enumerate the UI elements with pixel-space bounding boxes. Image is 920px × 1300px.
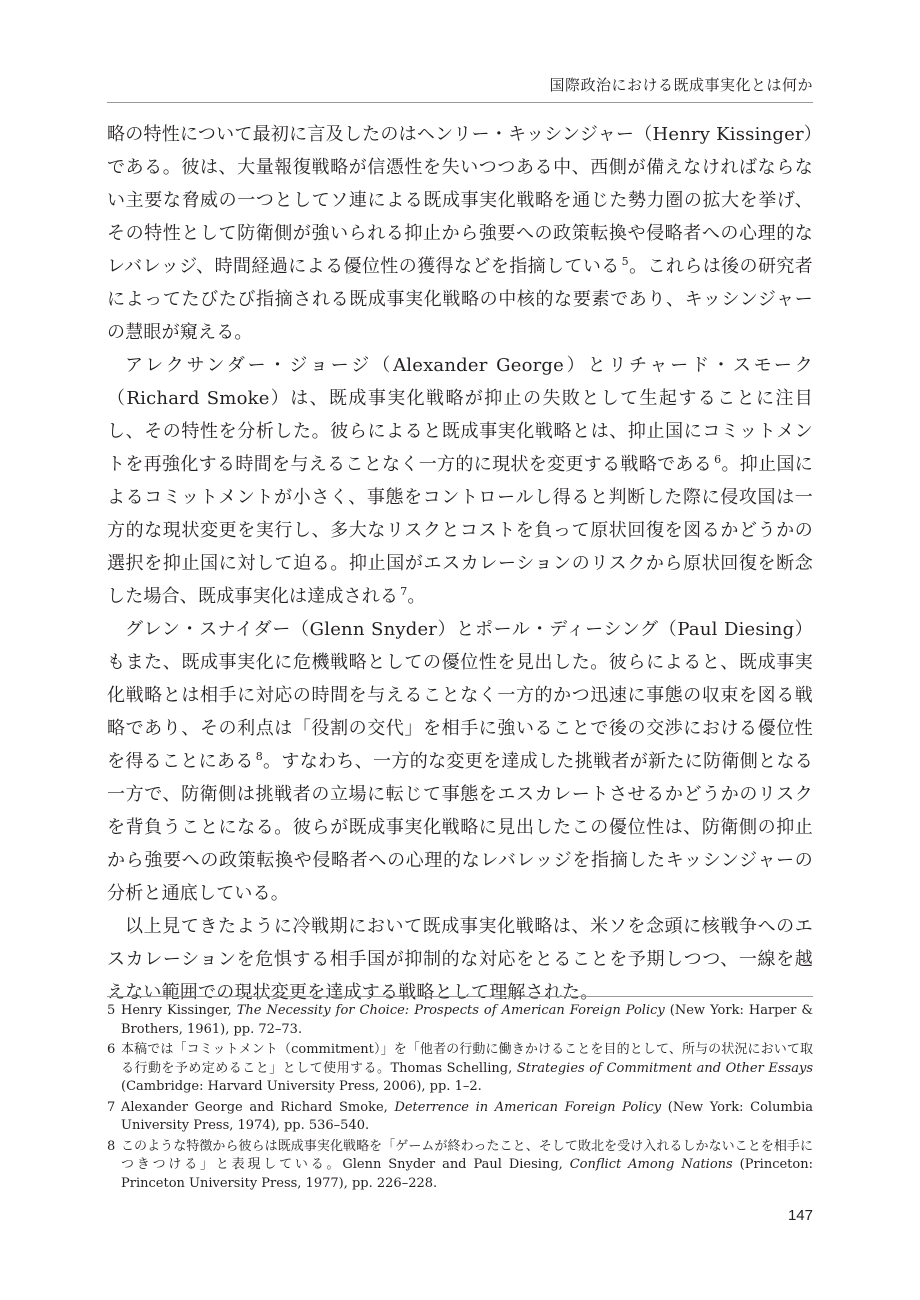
footnote-7 xyxy=(107,1099,813,1136)
footnote-5 xyxy=(107,1002,813,1039)
footnote-text xyxy=(121,1002,813,1039)
footnote-pre: Alexander George and Richard Smoke, xyxy=(121,1099,395,1115)
footnote-number: 6 xyxy=(107,1042,116,1057)
footnote-8 xyxy=(107,1138,813,1194)
footnote-post: (New York: Harper & Brothers, 1961), pp. 72–73. xyxy=(121,1003,814,1037)
paragraph-1-tail: 。これらは後の研究者によってたびたび指摘される既成事実化戦略の中核的な要素であり、キッシンジャーの慧眼が窺える。 xyxy=(107,256,814,343)
paragraph-3-tail: 。すなわち、一方的な変更を達成した挑戦者が新たに防衛側となる一方で、防衛側は挑戦者の立場に転じて事態をエスカレートさせるかどうかのリスクを背負うことになる。彼らが既成事実化戦略に見出したこの優位性は、防衛側の抑止から強要への政策転換や侵略者への心理的なレバレッジを指摘したキッシンジャーの分析と通底している。 xyxy=(107,751,813,904)
footnote-number: 7 xyxy=(107,1099,116,1115)
paragraph-2 xyxy=(107,349,813,613)
footnote-pre: Henry Kissinger, xyxy=(121,1003,237,1018)
paragraph-3-text: グレン・スナイダー（Glenn Snyder）とポール・ディーシング（Paul Diesing）もまた、既成事実化に危機戦略としての優位性を見出した。彼らによると、既成事実化戦略とは相手に対応の時間を与えることなく一方的かつ迅速に事態の収束を図る戦略であり、その利点は「役割の交代」を相手に強いることで後の交渉における優位性を得ることにある xyxy=(107,619,813,772)
footnote-pre: このような特徴から彼らは既成事実化戦略を「ゲームが終わったこと、そして敗北を受け入れるしかないことを相手につきつける」と表現している。Glenn Snyder and Paul Diesing, xyxy=(121,1138,813,1172)
footnote-title: The Necessity for Choice: Prospects of American Foreign Policy xyxy=(236,1003,665,1018)
page-number: 147 xyxy=(787,1207,813,1224)
footnote-post: (New York: Columbia University Press, 1974), pp. 536–540. xyxy=(121,1099,813,1133)
footnote-ref-6[interactable]: 6 xyxy=(714,453,722,466)
paragraph-2-tail: 。 xyxy=(407,586,426,607)
footnote-text xyxy=(121,1099,813,1136)
paragraph-4-text: 以上見てきたように冷戦期において既成事実化戦略は、米ソを念頭に核戦争へのエスカレーションを危惧する相手国が抑制的な対応をとることを予期しつつ、一線を越えない範囲での現状変更を達成する戦略として理解された。 xyxy=(107,916,813,1003)
footnote-post: (Princeton: Princeton University Press, 1977), pp. 226–228. xyxy=(121,1157,813,1191)
body-text xyxy=(107,118,813,1009)
footnote-text xyxy=(121,1138,813,1194)
paragraph-2-text: アレクサンダー・ジョージ（Alexander George）とリチャード・スモーク（Richard Smoke）は、既成事実化戦略が抑止の失敗として生起することに注目し、その特性を分析した。彼らによると既成事実化戦略とは、抑止国にコミットメントを再強化する時間を与えることなく一方的に現状を変更する戦略である xyxy=(107,355,813,475)
footnotes xyxy=(107,1002,813,1195)
footnote-ref-8[interactable]: 8 xyxy=(255,750,263,763)
footnote-pre: 本稿では「コミットメント（commitment）」を「他者の行動に働きかけることを目的として、所与の状況において取る行動を予め定めること」として使用する。Thomas Schelling, xyxy=(121,1042,813,1076)
running-header: 国際政治における既成事実化とは何か xyxy=(549,76,813,94)
footnote-title: Conflict Among Nations xyxy=(569,1157,733,1172)
footnote-number: 8 xyxy=(107,1138,116,1154)
paragraph-1 xyxy=(107,118,813,349)
footnote-text xyxy=(121,1041,813,1097)
footnote-ref-7[interactable]: 7 xyxy=(400,585,408,598)
footnote-6 xyxy=(107,1041,813,1097)
footnote-title: Deterrence in American Foreign Policy xyxy=(394,1099,662,1115)
paragraph-4 xyxy=(107,910,813,1009)
footnote-rule xyxy=(107,996,813,997)
paragraph-2-mid: 。抑止国によるコミットメントが小さく、事態をコントロールし得ると判断した際に侵攻国は一方的な現状変更を実行し、多大なリスクとコストを負って原状回復を図るかどうかの選択を抑止国に対して迫る。抑止国がエスカレーションのリスクから原状回復を断念した場合、既成事実化は達成される xyxy=(107,454,813,607)
paragraph-3 xyxy=(107,613,813,910)
header-rule xyxy=(107,102,813,103)
paragraph-1-text: 略の特性について最初に言及したのはヘンリー・キッシンジャー（Henry Kissinger）である。彼は、大量報復戦略が信憑性を失いつつある中、西側が備えなければならない主要な脅威の一つとしてソ連による既成事実化戦略を通じた勢力圏の拡大を挙げ、その特性として防衛側が強いられる抑止から強要への政策転換や侵略者への心理的なレバレッジ、時間経過による優位性の獲得などを指摘している xyxy=(107,124,813,277)
footnote-post: (Cambridge: Harvard University Press, 2006), pp. 1–2. xyxy=(121,1079,482,1094)
footnote-number: 5 xyxy=(107,1003,116,1018)
footnote-title: Strategies of Commitment and Other Essays xyxy=(516,1060,813,1076)
footnote-ref-5[interactable]: 5 xyxy=(621,255,629,268)
